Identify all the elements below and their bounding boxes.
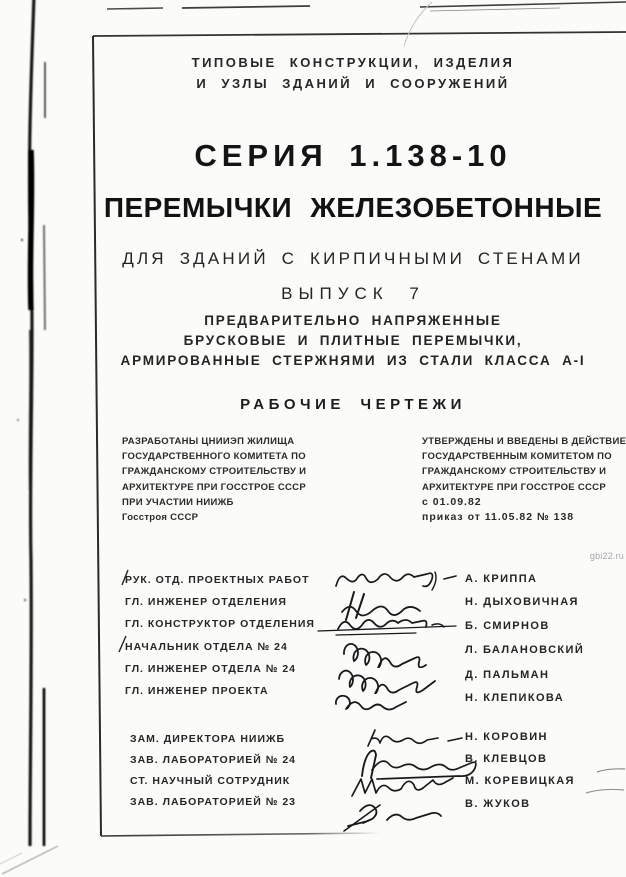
signer-role: ЗАВ. ЛАБОРАТОРИЕЙ № 24 (130, 754, 297, 766)
approved-line: АРХИТЕКТУРЕ ПРИ ГОССТРОЕ СССР (422, 481, 606, 493)
signer-name: Л. БАЛАНОВСКИЙ (465, 644, 585, 656)
outer-top-line (107, 2, 626, 11)
order-reference: приказ от 11.05.82 № 138 (422, 510, 575, 523)
signer-role: ГЛ. КОНСТРУКТОР ОТДЕЛЕНИЯ (125, 618, 315, 630)
pencil-mark (597, 769, 625, 772)
signature-row (130, 750, 548, 768)
signature-row (125, 592, 579, 610)
signer-name: М. КОРЕВИЦКАЯ (465, 775, 575, 787)
signer-role: ЗАМ. ДИРЕКТОРА НИИЖБ (130, 733, 286, 745)
effective-date: с 01.09.82 (422, 495, 482, 508)
issue-number: ВЫПУСК 7 (281, 284, 425, 303)
pencil-mark (586, 789, 624, 793)
signer-role: НАЧАЛЬНИК ОТДЕЛА № 24 (125, 641, 288, 653)
signer-name: Н. КЛЕПИКОВА (465, 692, 565, 704)
signature-row (125, 570, 538, 588)
doc-type: РАБОЧИЕ ЧЕРТЕЖИ (240, 396, 466, 413)
approved-line: ГОСУДАРСТВЕННЫМ КОМИТЕТОМ ПО (422, 451, 612, 463)
subtitle-scope: ДЛЯ ЗДАНИЙ С КИРПИЧНЫМИ СТЕНАМИ (122, 249, 584, 268)
signature-klepikova (328, 688, 413, 714)
main-title: ПЕРЕМЫЧКИ ЖЕЛЕЗОБЕТОННЫЕ (103, 192, 603, 223)
signer-name: В. ЖУКОВ (465, 798, 531, 810)
site-watermark: gbi22.ru (589, 551, 624, 561)
developed-line: ГРАЖДАНСКОМУ СТРОИТЕЛЬСТВУ И (122, 466, 307, 478)
approved-by-block (422, 434, 626, 525)
signature-row (130, 729, 548, 747)
signer-role: ЗАВ. ЛАБОРАТОРИЕЙ № 23 (130, 796, 297, 808)
signature-row (125, 637, 585, 656)
signer-role: СТ. НАУЧНЫЙ СОТРУДНИК (130, 775, 291, 787)
signer-name: Д. ПАЛЬМАН (465, 669, 550, 681)
signer-role: ГЛ. ИНЖЕНЕР ОТДЕЛА № 24 (125, 663, 296, 675)
developed-line: АРХИТЕКТУРЕ ПРИ ГОССТРОЕ СССР (122, 481, 306, 493)
doc-header-line1: ТИПОВЫЕ КОНСТРУКЦИИ, ИЗДЕЛИЯ (191, 55, 515, 70)
signer-role: ГЛ. ИНЖЕНЕР ОТДЕЛЕНИЯ (125, 596, 287, 608)
signature-row (125, 681, 565, 704)
signature-row (130, 771, 575, 789)
signer-name: Н. КОРОВИН (465, 731, 548, 743)
spec-line1: ПРЕДВАРИТЕЛЬНО НАПРЯЖЕННЫЕ (204, 313, 502, 328)
developed-line: ПРИ УЧАСТИИ НИИЖБ (122, 496, 234, 508)
series-number: СЕРИЯ 1.138-10 (194, 138, 512, 173)
signer-role: ГЛ. ИНЖЕНЕР ПРОЕКТА (125, 685, 269, 697)
book-edge-smudge (17, 0, 45, 846)
developed-by-block (122, 434, 352, 525)
doc-header-line2: И УЗЛЫ ЗДАНИЙ И СООРУЖЕНИЙ (196, 76, 510, 91)
developed-line: РАЗРАБОТАНЫ ЦНИИЭП ЖИЛИЩА (122, 436, 295, 447)
signature-zhukov (342, 798, 477, 834)
developed-line: ГОСУДАРСТВЕННОГО КОМИТЕТА ПО (122, 451, 306, 463)
developed-line: Госстроя СССР (122, 511, 199, 523)
signer-name: А. КРИППА (465, 573, 538, 585)
signer-name: В. КЛЕВЦОВ (465, 753, 548, 765)
spec-line3: АРМИРОВАННЫЕ СТЕРЖНЯМИ ИЗ СТАЛИ КЛАССА А-I (120, 353, 586, 368)
signature-row (130, 792, 531, 810)
approved-line: УТВЕРЖДЕНЫ И ВВЕДЕНЫ В ДЕЙСТВИЕ (422, 436, 626, 447)
approved-line: ГРАЖДАНСКОМУ СТРОИТЕЛЬСТВУ И (422, 466, 607, 478)
signer-role: РУК. ОТД. ПРОЕКТНЫХ РАБОТ (125, 574, 310, 586)
signature-row (125, 614, 550, 632)
signer-name: Н. ДЫХОВИЧНАЯ (465, 596, 579, 608)
signer-name: Б. СМИРНОВ (465, 620, 550, 632)
spec-line2: БРУСКОВЫЕ И ПЛИТНЫЕ ПЕРЕМЫЧКИ, (183, 333, 523, 348)
signature-row (125, 659, 550, 681)
